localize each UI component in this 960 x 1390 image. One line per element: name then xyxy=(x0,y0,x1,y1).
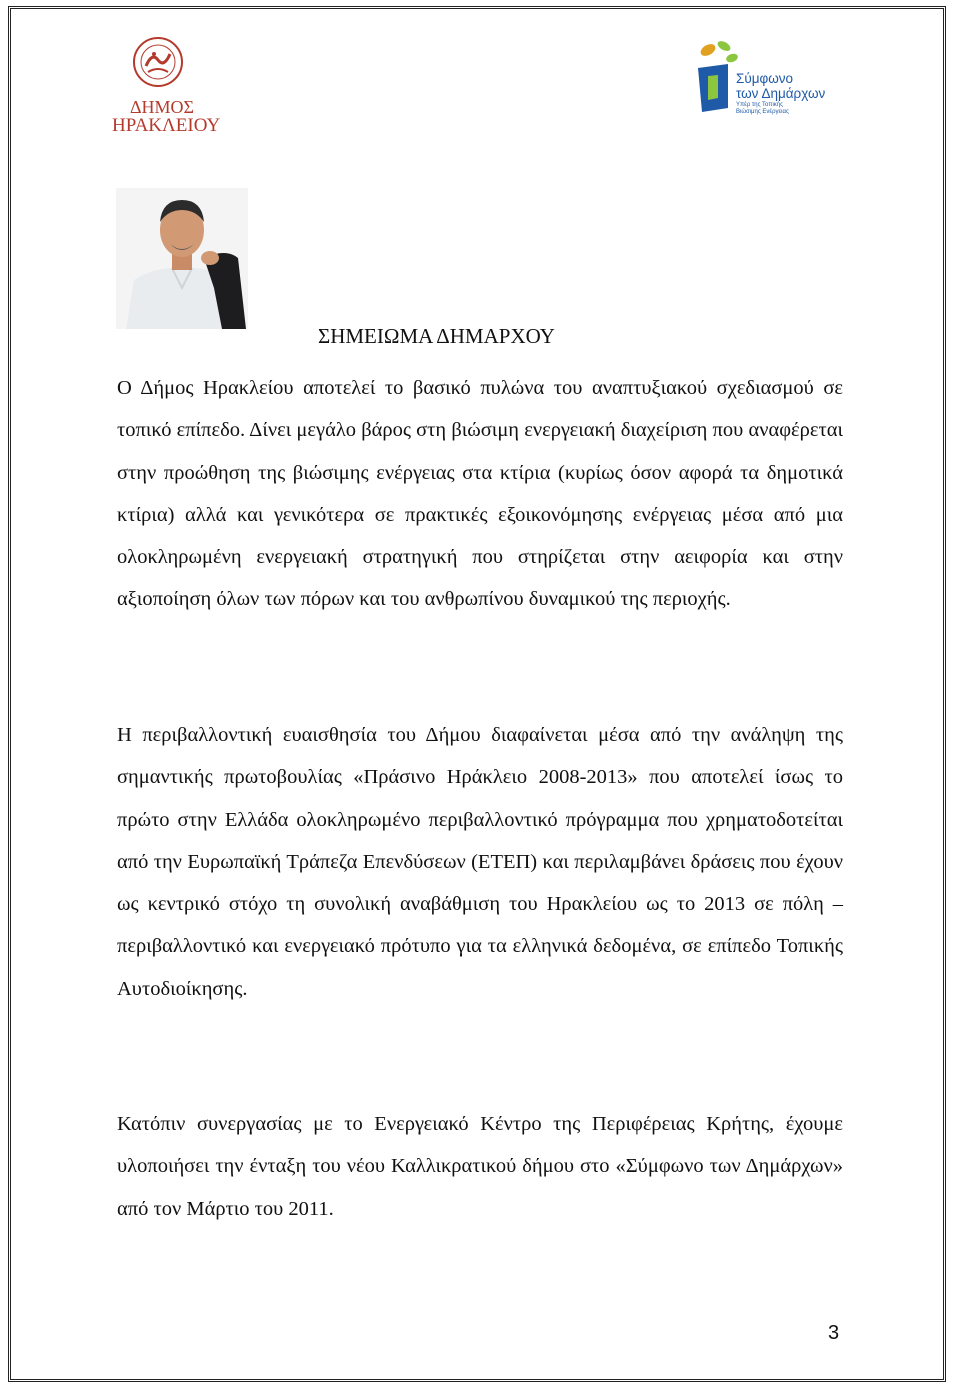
page-title: ΣΗΜΕΙΩΜΑ ΔΗΜΑΡΧΟΥ xyxy=(318,324,555,348)
covenant-name-line1: Σύμφωνο xyxy=(736,71,794,86)
covenant-name-line2: των Δημάρχων xyxy=(736,86,826,101)
covenant-tagline-line2: Βιώσιμης Ενέργειας xyxy=(736,109,789,115)
paragraph-3: Κατόπιν συνεργασίας με το Ενεργειακό Κέντρο της Περιφέρειας Κρήτης, έχουμε υλοποιήσει την ένταξη του νέου Καλλικρατικού δήμου στο «Σύμφωνο των Δημάρχων» από τον Μάρτιο του 2011. xyxy=(117,1113,843,1220)
covenant-of-mayors-logo xyxy=(694,38,834,128)
mayor-portrait-icon xyxy=(116,188,248,329)
mayor-photo xyxy=(116,188,248,329)
municipality-logo xyxy=(112,36,221,140)
municipality-seal-icon xyxy=(132,36,184,88)
paragraph-1: Ο Δήμος Ηρακλείου αποτελεί το βασικό πυλώνα του αναπτυξιακού σχεδιασμού σε τοπικό επίπεδο. Δίνει μεγάλο βάρος στη βιώσιμη ενεργειακή διαχείριση που αναφέρεται στην προώθηση της βιώσιμης ενέργειας στα κτίρια (κυρίως όσον αφορά τα δημοτικά κτίρια) αλλά και γενικότερα σε πρακτικές εξοικονόμησης ενέργειας μέσα από μια ολοκληρωμένη ενεργειακή στρατηγική που στηρίζεται στην αειφορία και στην αξιοποίηση όλων των πόρων και του ανθρωπίνου δυναμικού της περιοχής. xyxy=(117,377,843,611)
paragraph-2: Η περιβαλλοντική ευαισθησία του Δήμου διαφαίνεται μέσα από την ανάληψη της σημαντικής πρωτοβουλίας «Πράσινο Ηράκλειο 2008-2013» που αποτελεί ίσως το πρώτο στην Ελλάδα ολοκληρωμένο περιβαλλοντικό πρόγραμμα που χρηματοδοτείται από την Ευρωπαϊκή Τράπεζα Επενδύσεων (ΕΤΕΠ) και περιλαμβάνει δράσεις που έχουν ως κεντρικό στόχο τη συνολική αναβάθμιση του Ηρακλείου ως το 2013 σε πόλη –περιβαλλοντικό και ενεργειακό πρότυπο για τα ελληνικά δεδομένα, σε επίπεδο Τοπικής Αυτοδιοίκησης. xyxy=(117,724,843,1000)
page-number: 3 xyxy=(828,1322,840,1344)
covenant-tagline-line1: Υπέρ της Τοπικής xyxy=(736,102,784,108)
municipality-name-line1: ΔΗΜΟΣ xyxy=(129,97,195,117)
municipality-name-line2: ΗΡΑΚΛΕΙΟΥ xyxy=(112,115,221,136)
covenant-emblem-icon xyxy=(694,38,738,118)
